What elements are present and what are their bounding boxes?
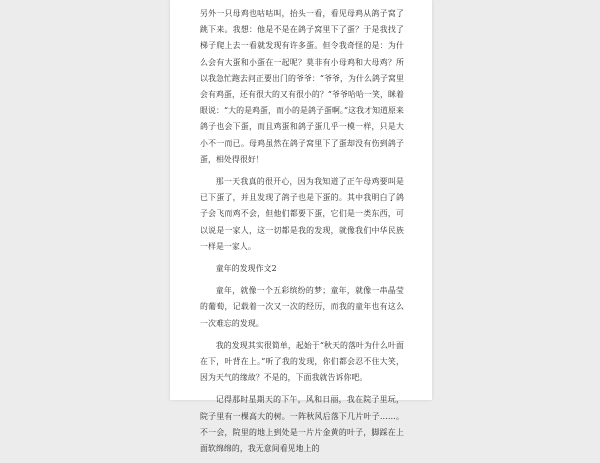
document-page bbox=[170, 0, 432, 454]
paragraph-2: 那一天我真的很开心，因为我知道了正午母鸡要叫是已下蛋了，并且发现了鸽子也是下蛋的。其中我明白了鸽子会飞而鸡不会，但他们都要下蛋，它们是一类东西，可以说是一家人，这一切都是我的发现，就像我们中华民族一样是一家人。 bbox=[200, 177, 404, 251]
document-content bbox=[200, 6, 404, 463]
section-heading: 童年的发现作文2 bbox=[215, 264, 277, 274]
paragraph-4: 我的发现其实很简单，起始于“秋天的落叶为什么叶面在下，叶背在上。”听了我的发现，你们都会忍不住大笑，因为天气的缘故？不是的，下面我就告诉你吧。 bbox=[200, 340, 404, 383]
paragraph-1: 另外一只母鸡也咕咕叫，抬头一看，看见母鸡从鸽子窝了跳下来。我想：他是不是在鸽子窝里下了蛋？于是我找了梯子爬上去一看就发现有许多蛋。但令我奇怪的是：为什么会有大蛋和小蛋在一起呢？莫非有小母鸡和大母鸡？所以我急忙跑去问正要出门的爷爷：“爷爷，为什么鸽子窝里会有鸡蛋，还有很大的又有很小的？”爷爷哈哈一笑，眯着眼说：“大的是鸡蛋，而小的是鸽子蛋啊。”这我才知道原来鸽子也会下蛋，而且鸡蛋和鸽子蛋几乎一模一样，只是大小不一而已。母鸡虽然在鸽子窝里下了蛋却没有伤到鸽子蛋，相处得很好！ bbox=[200, 9, 404, 164]
paragraph-5: 记得那时星期天的下午，风和日丽，我在院子里玩，院子里有一棵高大的树。一阵秋风后落下几片叶子……。不一会，院里的地上到处是一片片金黄的叶子，脚踩在上面软绵绵的，我无意间看见地上的 bbox=[200, 395, 404, 454]
paragraph-3: 童年，就像一个五彩缤纷的梦；童年，就像一串晶莹的葡萄，记载着一次又一次的经历，而我的童年也有这么一次难忘的发现。 bbox=[200, 286, 404, 328]
